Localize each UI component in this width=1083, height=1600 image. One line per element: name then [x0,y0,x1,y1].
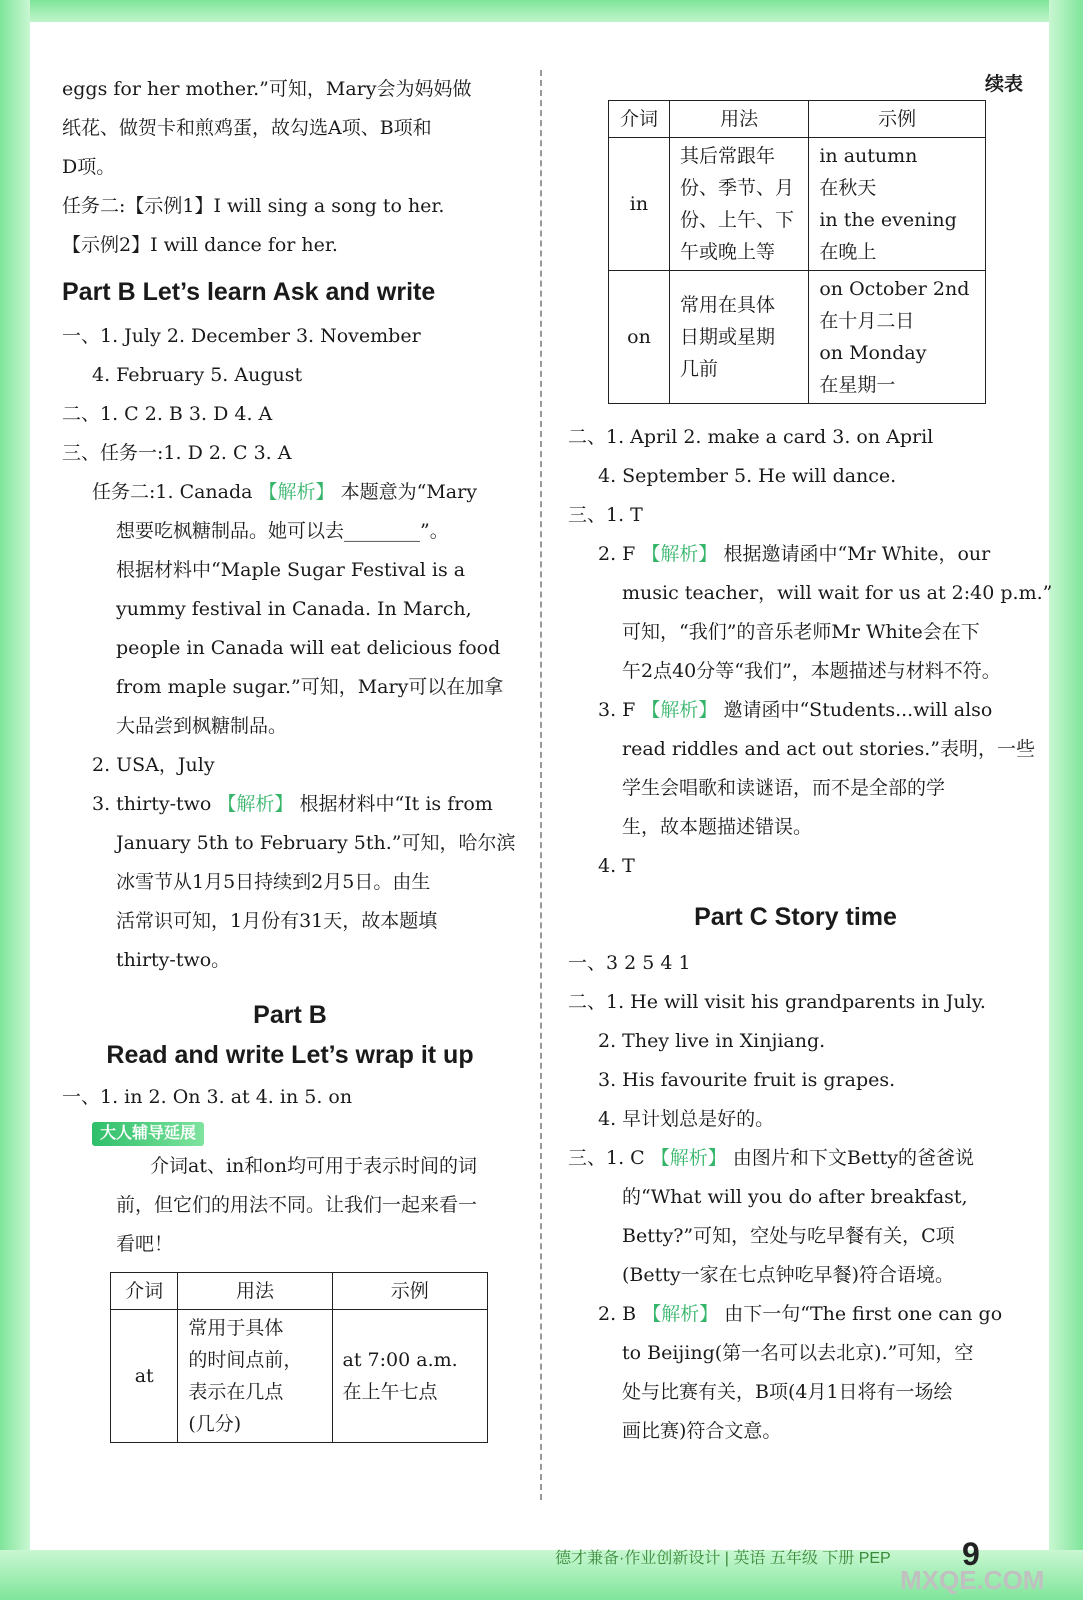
answer-text: 2. B [598,1303,637,1325]
answer-line: 4. February 5. August [92,364,303,386]
answer-line: 4. T [598,855,635,877]
table-header-cell: 介词 [609,101,670,138]
answer-line: 2. They live in Xinjiang. [598,1030,826,1052]
cell-line: (几分) [188,1413,242,1435]
analysis-label: 【解析】 [642,1303,719,1325]
table-cell-prep: on [609,271,670,404]
answer-line: 一、1. July 2. December 3. November [62,325,421,347]
table-header-cell: 示例 [332,1273,487,1310]
text-line: 生，故本题描述错误。 [622,816,813,838]
table-row [609,138,986,271]
table-cell-example [809,271,986,404]
left-column [62,70,518,1443]
preposition-table-in-on [608,100,986,404]
answer-text: 根据材料中“It is from [299,793,493,815]
column-divider [540,70,542,1500]
text-line: thirty-two。 [116,949,231,971]
preposition-table-at [110,1272,488,1443]
table-cell-prep: in [609,138,670,271]
text-line: 画比赛)符合文意。 [622,1420,782,1442]
answer-text: 由下一句“The first one can go [724,1303,1003,1325]
text-line: 的“What will you do after breakfast, [622,1186,968,1208]
analysis-label: 【解析】 [217,793,294,815]
answer-line: 4. September 5. He will dance. [598,465,897,487]
table-header-cell: 示例 [809,101,986,138]
page-number: 9 [962,1536,980,1572]
cell-line: 几前 [679,358,718,380]
text-line: music teacher，will wait for us at 2:40 p.m.” [622,582,1053,604]
answer-line [568,691,1023,730]
cell-line: in the evening [819,209,957,231]
cell-line: 份、上午、下 [679,209,794,231]
analysis-label: 【解析】 [641,543,718,565]
cell-line: on Monday [819,342,927,364]
answer-line: 三、1. T [568,504,643,526]
text-line: 冰雪节从1月5日持续到2月5日。由生 [116,871,431,893]
cell-line: 日期或星期 [679,326,775,348]
answer-line: 4. 早计划总是好的。 [598,1108,775,1130]
table-header-cell: 用法 [178,1273,332,1310]
table-header-row [111,1273,488,1310]
answer-text: 三、1. C [568,1147,645,1169]
page-border-right [1049,0,1083,1600]
answer-line: 2. USA，July [92,754,215,776]
answer-text: 任务二:1. Canada [92,481,253,503]
answer-text: 3. F [598,699,636,721]
cell-line: 在上午七点 [342,1381,438,1403]
tutor-extension-badge: 大人辅导延展 [92,1122,204,1146]
cell-line: 在秋天 [819,177,877,199]
answer-line: 一、1. in 2. On 3. at 4. in 5. on [62,1086,353,1108]
answer-text: 根据邀请函中“Mr White，our [723,543,991,565]
answer-line [568,1139,1023,1178]
answer-line [568,535,1023,574]
analysis-label: 【解析】 [258,481,335,503]
answer-line: 二、1. He will visit his grandparents in July. [568,991,986,1013]
table-header-row [609,101,986,138]
cell-line: 的时间点前， [188,1349,303,1371]
text-line: 学生会唱歌和读谜语，而不是全部的学 [622,777,946,799]
text-line: to Beijing(第一名可以去北京).”可知，空 [622,1342,974,1364]
text-line: 【示例2】I will dance for her. [62,234,338,256]
answer-line: 一、3 2 5 4 1 [568,952,691,974]
text-line: 介词at、in和on均可用于表示时间的词 [150,1155,477,1177]
continued-label: 续表 [984,74,1023,95]
cell-line: 份、季节、月 [679,177,794,199]
text-line: from maple sugar.”可知，Mary可以在加拿 [116,676,504,698]
cell-line: 午或晚上等 [679,241,775,263]
section-heading: Part C Story time [694,903,897,931]
footer-book-title: 德才兼备·作业创新设计 | 英语 五年级 下册 PEP [555,1550,891,1567]
cell-line: 在十月二日 [819,310,915,332]
text-line: 午2点40分等“我们”，本题描述与材料不符。 [622,660,1001,682]
table-row [111,1310,488,1443]
answer-text: 2. F [598,543,636,565]
cell-line: in autumn [819,145,918,167]
table-cell-usage [178,1310,332,1443]
answer-text: 3. thirty-two [92,793,212,815]
text-line: 纸花、做贺卡和煎鸡蛋，故勾选A项、B项和 [62,117,432,139]
text-line: read riddles and act out stories.”表明，一些 [622,738,1035,760]
cell-line: 在星期一 [819,374,896,396]
table-cell-usage [669,138,808,271]
cell-line: 表示在几点 [188,1381,284,1403]
text-line: 看吧！ [116,1233,174,1255]
answer-line: 3. His favourite fruit is grapes. [598,1069,896,1091]
text-line: 根据材料中“Maple Sugar Festival is a [116,559,466,581]
page-border-top [0,0,1083,22]
section-heading: Read and write Let’s wrap it up [106,1041,474,1069]
text-line: Betty?”可知，空处与吃早餐有关，C项 [622,1225,955,1247]
answer-line [568,1295,1023,1334]
table-cell-example [332,1310,487,1443]
cell-line: 在晚上 [819,241,877,263]
table-cell-usage [669,271,808,404]
text-line: eggs for her mother.”可知，Mary会为妈妈做 [62,78,472,100]
text-line: yummy festival in Canada. In March, [116,598,472,620]
section-heading: Part B [253,1001,327,1029]
table-header-cell: 用法 [669,101,808,138]
cell-line: 其后常跟年 [679,145,775,167]
text-line: 前，但它们的用法不同。让我们一起来看一 [116,1194,478,1216]
text-line: (Betty一家在七点钟吃早餐)符合语境。 [622,1264,955,1286]
text-line: 活常识可知，1月份有31天，故本题填 [116,910,438,932]
text-line: 想要吃枫糖制品。她可以去________”。 [116,520,449,542]
analysis-label: 【解析】 [641,699,718,721]
table-header-cell: 介词 [111,1273,178,1310]
section-heading: Part B Let’s learn Ask and write [62,278,436,306]
answer-text: 由图片和下文Betty的爸爸说 [732,1147,975,1169]
text-line: 处与比赛有关，B项(4月1日将有一场绘 [622,1381,953,1403]
cell-line: at 7:00 a.m. [342,1349,458,1371]
answer-text: 本题意为“Mary [340,481,477,503]
answer-text: 邀请函中“Students...will also [723,699,993,721]
table-cell-example [809,138,986,271]
analysis-label: 【解析】 [650,1147,727,1169]
table-row [609,271,986,404]
text-line: 任务二:【示例1】I will sing a song to her. [62,195,445,217]
cell-line: on October 2nd [819,278,970,300]
text-line: D项。 [62,156,116,178]
text-line: people in Canada will eat delicious food [116,637,501,659]
answer-line: 二、1. April 2. make a card 3. on April [568,426,934,448]
page-border-left [0,0,30,1600]
right-column [568,70,1053,1451]
watermark: MXQE.COM [900,1565,1045,1595]
table-cell-prep: at [111,1310,178,1443]
answer-line: 二、1. C 2. B 3. D 4. A [62,403,273,425]
answer-line: 三、任务一:1. D 2. C 3. A [62,442,292,464]
answer-line [62,473,518,512]
cell-line: 常用在具体 [679,294,775,316]
text-line: 大品尝到枫糖制品。 [116,715,288,737]
cell-line: 常用于具体 [188,1317,284,1339]
answer-line [62,785,518,824]
text-line: January 5th to February 5th.”可知，哈尔滨 [116,832,516,854]
text-line: 可知，“我们”的音乐老师Mr White会在下 [622,621,980,643]
